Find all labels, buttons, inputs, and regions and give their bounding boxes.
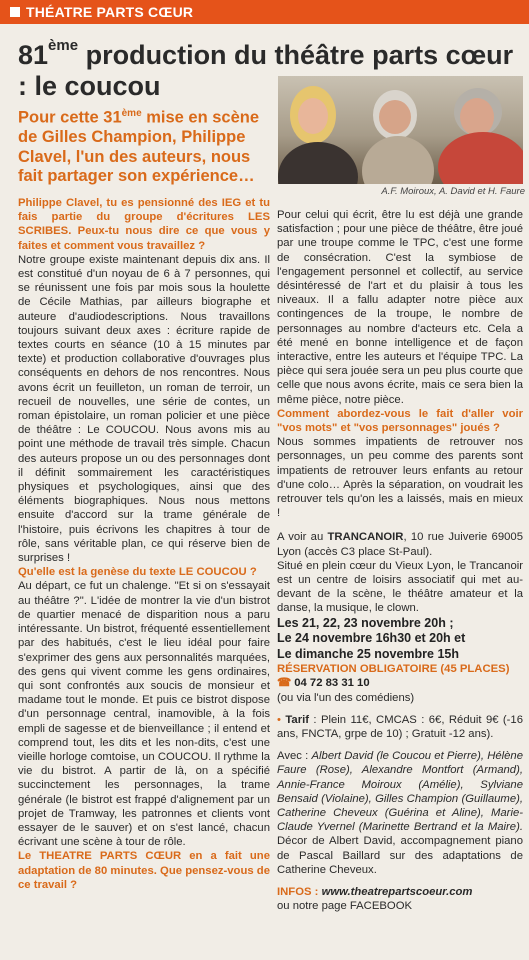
lead-text-1: Pour cette 31 <box>18 108 122 127</box>
info-facebook: ou notre page FACEBOOK <box>277 900 413 913</box>
phone-line <box>277 676 523 690</box>
tarif-text: : Plein 11€, CMCAS : 6€, Réduit 9€ (-16 ans, FNCTA, grpe de 10) ; Gratuit -12 ans). <box>277 713 523 740</box>
cast-list: Albert David (le Coucou et Pierre), Hélène Faure (Rose), Alexandre Montfort (Armand), Annie-France Moiroux (Amélie), Sylviane Bensaid (Violaine), Gilles Champion (Guillaume), Catherine Cheveux (Guérina et Aline), Marie-Claude Yvernel (Marinette Bertrand et la Maire). <box>277 750 523 834</box>
question-2: Qu'elle est la genèse du texte LE COUCOU ? <box>18 566 257 579</box>
venue-description: Situé en plein cœur du Vieux Lyon, le Trancanoir est un centre de loisirs associatif qui met au-devant de la scène, le théâtre amateur et la danse, la musique, le clown. <box>277 559 523 615</box>
photo-caption: A.F. Moiroux, A. David et H. Faure <box>381 186 525 197</box>
venue-name: TRANCANOIR <box>327 531 404 544</box>
date-line-3: Le dimanche 25 novembre 15h <box>277 646 460 661</box>
lead-sup: ème <box>121 108 142 119</box>
tarif-label: Tarif <box>285 713 310 726</box>
tarif-line <box>277 713 523 741</box>
dates-block <box>277 616 523 663</box>
lead-text-2: mise en scène de Gilles Champion, Philippe Clavel, l'un des auteurs, nous fait partager son expérience… <box>18 108 260 185</box>
date-line-1: Les 21, 22, 23 novembre 20h ; <box>277 615 454 630</box>
section-header-bar <box>0 0 529 24</box>
left-column <box>18 196 270 892</box>
venue-address: , 10 rue Juiverie 69005 Lyon (accès C3 place St-Paul). <box>277 531 523 558</box>
right-column <box>277 208 523 913</box>
info-url[interactable]: www.theatrepartscoeur.com <box>321 886 473 899</box>
answer-3: Pour celui qui écrit, être lu est déjà une grande satisfaction ; pour une pièce de théâtre, être joué par une troupe comme le TPC, c'est une forme de consécration. C'est la symbiose de l'engagement personnel et collectif, au service désintéressé de l'art et du plaisir à tous les niveaux. Il a fallu adapter notre pièce aux contingences de la troupe, le nombre de personnages au nombre d'acteurs etc. Cela a été mené en bonne intelligence et de façon interactive, entre les auteurs et l'équipe TPC. La pièce qui sera jouée sera un peu plus courte que celle que nous avons écrite, mais ce sera bien la même pièce, notre pièce. <box>277 209 523 406</box>
question-4: Comment abordez-vous le fait d'aller voir "vos mots" et "vos personnages" joués ? <box>277 407 523 435</box>
cast-label: Avec : <box>277 750 312 763</box>
answer-2: Au départ, ce fut un chalenge. "Et si on s'essayait au théâtre ?". L'idée de montrer la vie d'un bistrot de quartier menacé de disparition nous a paru intéressante. Un bistrot, fréquenté essentiellement par des habitués, c'est le lieu idéal pour faire s'exprimer des gens aux personnalités marquées, des gens qui vivent comme les gens ordinaires, qui sont confrontés aux soucis de monsieur et madame tout le monde. Et puis ce bistrot dispose d'un personnage central, inamovible, à la fois empli de sagesse et de bienveillance ; il entend et comprend tout, les dits et les non-dits, c'est une vieille horloge comtoise, un COUCOU. Il rythme la vie du bistrot. A partir de là, on a spécifié succinctement les personnages, la trame générale (le bistrot est frappé d'alignement par un projet de Tramway, les patronnes et clients vont essayer de le sauver) et on s'est lancé, chacun écrivant une scène à tour de rôle. <box>18 580 270 849</box>
phone-number: 04 72 83 31 10 <box>294 677 370 690</box>
phone-icon: ☎ <box>277 677 295 690</box>
info-line <box>277 885 523 899</box>
title-sup: ème <box>48 37 79 54</box>
bullet-icon: • <box>277 713 286 726</box>
title-number: 81 <box>18 40 49 70</box>
date-line-2: Le 24 novembre 16h30 et 20h et <box>277 631 466 646</box>
answer-1: Notre groupe existe maintenant depuis dix ans. Il est constitué d'un noyau de 6 à 7 personnes, qui se réunissent une fois par mois sous la houlette de Cécile Mathias, par ailleurs biographe et auteure d'audiodescriptions. Nous travaillons toujours suivant deux axes : écriture rapide de textes courts en séance (10 à 15 minutes par texte) et production collaborative d'ouvrages plus conséquents en dehors de nos rencontres. Nous avons écrit un feuilleton, un roman de terroir, un recueil de nouvelles, une série de contes, un roman épistolaire, un roman policier et une pièce de théâtre : Le COUCOU. Nous avons mis au point une méthode de travail très simple. Chacun des auteurs propose un ou des personnages dont il définit sommairement les caractéristiques physiques et psychologiques, ainsi que des éléments biographiques. Nous nous mettons ensuite d'accord sur la trame générale de l'histoire, puis écrivons les chapitres à tour de rôle, sans véritable plan, ce qui réserve bien de surprises ! <box>18 253 270 565</box>
cast-photo <box>278 76 523 184</box>
venue-intro: A voir au <box>277 531 328 544</box>
phone-note: (ou via l'un des comédiens) <box>277 691 415 704</box>
square-bullet-icon <box>10 7 20 17</box>
cast-line <box>277 749 523 877</box>
section-label: THÉATRE PARTS CŒUR <box>26 4 194 20</box>
title-text: production du théâtre parts cœur : le coucou <box>18 40 514 101</box>
question-3: Le THEATRE PARTS CŒUR en a fait une adaptation de 80 minutes. Que pensez-vous de ce travail ? <box>18 850 270 891</box>
cast-extra: Décor de Albert David, accompagnement piano de Pascal Baillard sur des adaptations de Catherine Cheveux. <box>277 835 523 876</box>
answer-4: Nous sommes impatients de retrouver nos personnages, un peu comme des parents sont impatients de retrouver leurs enfants au retour d'une colo… Après la séparation, on voudrait les retrouver tels qu'on les a laissés, mais en mieux ! <box>277 436 523 520</box>
info-label: INFOS : <box>277 886 322 899</box>
question-1: Philippe Clavel, tu es pensionné des IEG et tu fais partie du groupe d'écritures LES SCRIBES. Peux-tu nous dire ce que vous y faites et comment vous travaillez ? <box>18 197 270 252</box>
article-lead <box>18 104 268 187</box>
venue-line <box>277 530 523 558</box>
reservation-notice: RÉSERVATION OBLIGATOIRE (45 PLACES) <box>277 663 510 676</box>
